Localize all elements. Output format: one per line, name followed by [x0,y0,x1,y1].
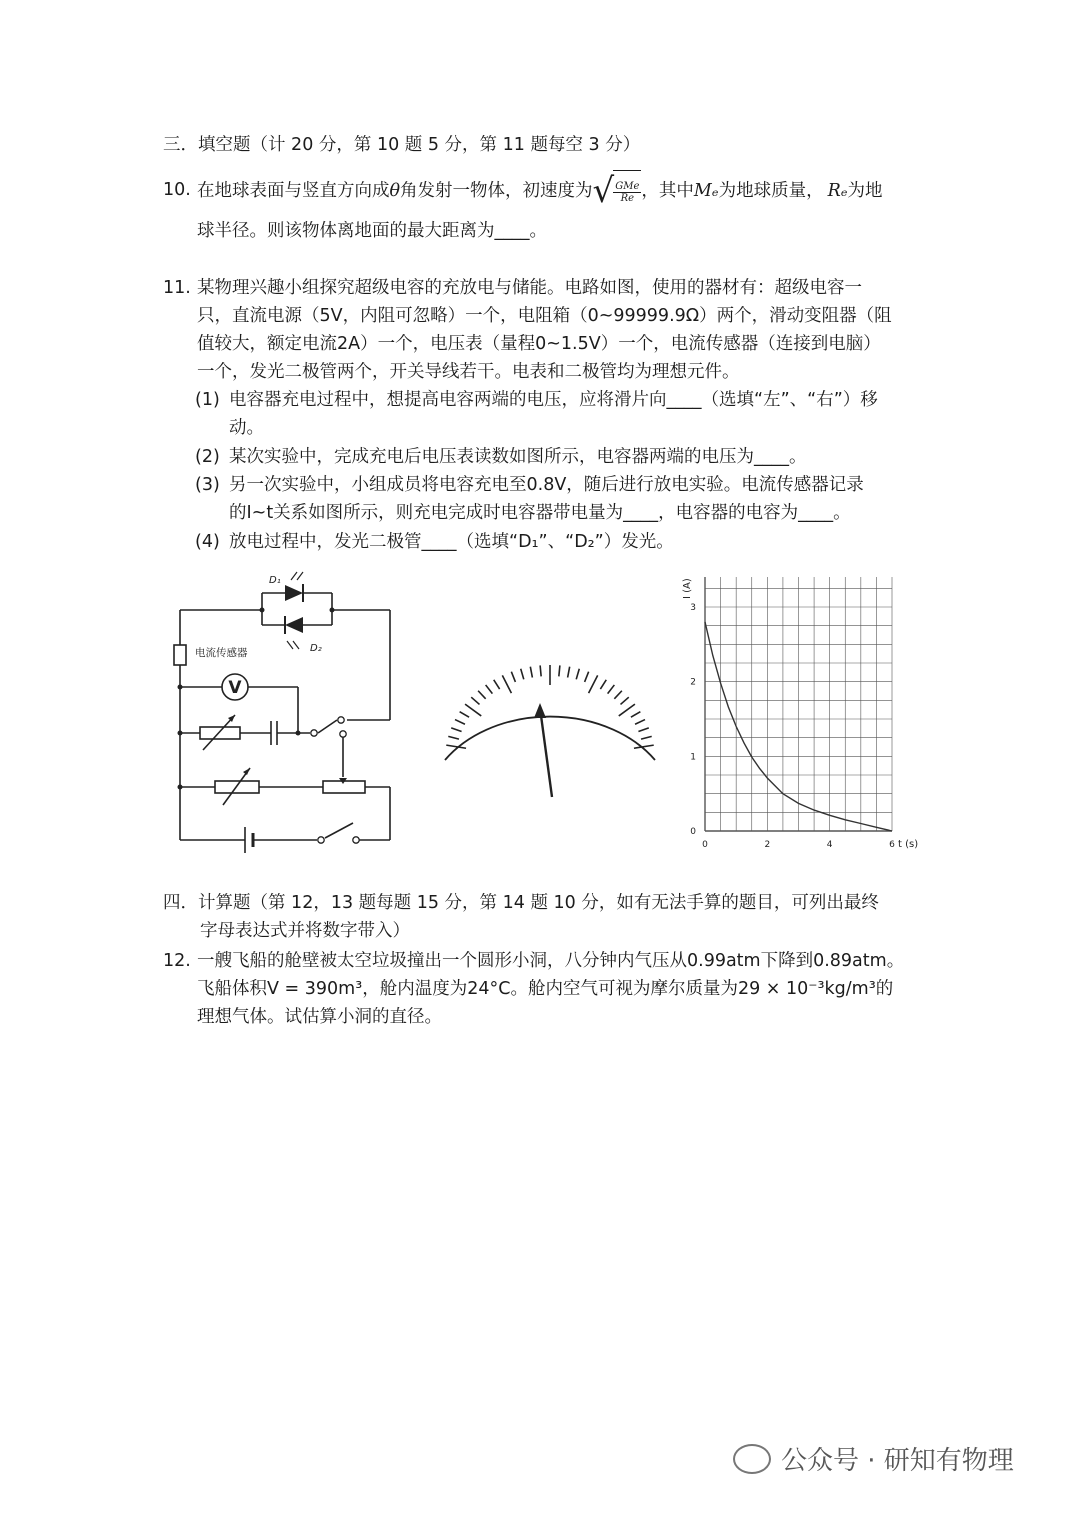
d1-label: D₁ [269,575,281,586]
dial-tick [448,736,459,739]
dial-tick [455,720,465,725]
dial-tick [540,665,541,676]
dial-needle [540,708,552,797]
dial-tick [635,720,645,725]
dial-tick [460,712,469,718]
x-tick-label: 2 [764,840,771,850]
section4-heading-line2: 字母表达式并将数字带入） [200,921,410,941]
diode-d1-icon [285,585,303,601]
q11-line-3: 值较大，额定电流2A）一个，电压表（量程0~1.5V）一个，电流传感器（连接到电脑） [197,334,881,354]
q10-text-c: ，其中 [641,181,694,201]
current-time-chart [670,565,932,860]
light-emission-icon [287,572,303,649]
q11-sub1-line1: 电容器充电过程中，想提高电容两端的电压，应将滑片向____（选填“左”、“右”）移 [229,390,878,410]
resistor-box-1 [200,727,240,739]
q10-text-b: 角发射一物体，初速度为 [400,181,593,201]
q10-frac-numerator: GMe [615,181,640,192]
q12-line3: 理想气体。试估算小洞的直径。 [197,1007,442,1027]
q11-line-4: 一个，发光二极管两个，开关导线若干。电表和二极管均为理想元件。 [197,362,740,382]
q12-number: 12. [163,951,191,971]
chart-y-axis-label: I (A) [682,578,693,599]
dial-tick [631,712,640,718]
diode-d2-icon [285,617,303,633]
section4-heading-line1: 四．计算题（第 12，13 题每题 15 分，第 14 题 10 分，如有无法手算的题目，可列出最终 [163,893,879,913]
slide-rheostat [323,781,365,793]
x-tick-label: 6 [889,840,895,850]
q12-line1: 一艘飞船的舱壁被太空垃圾撞出一个圆形小洞，八分钟内气压从0.99atm下降到0.89atm。 [197,951,905,971]
y-tick-label: 3 [690,603,696,613]
dial-tick [530,667,532,678]
q11-line-1: 某物理兴趣小组探究超级电容的充放电与储能。电路如图，使用的器材有：超级电容一 [197,278,862,298]
q10-frac-denominator: Re [620,193,635,204]
dial-tick [568,667,570,678]
voltmeter-label: V [228,678,242,698]
q11-sub1-line2: 动。 [229,418,264,438]
voltmeter-dial [430,660,670,810]
q10-text-e: 为地 [847,181,883,201]
dial-tick [478,691,486,699]
dial-tick [486,685,493,694]
x-tick-label: 4 [826,840,833,850]
main-switch-blade [325,823,353,838]
dial-tick [638,728,648,732]
dial-tick [585,672,589,682]
section3-heading: 三．填空题（计 20 分，第 10 题 5 分，第 11 题每空 3 分） [163,135,641,155]
q12-line2: 飞船体积V = 390m³，舱内温度为24°C。舱内空气可视为摩尔质量为29 × 10⁻³kg/m³的 [197,979,894,999]
dial-tick [511,672,515,682]
d2-label: D₂ [310,643,322,654]
dial-tick [589,675,598,693]
needle-arrow-icon [534,703,546,718]
wechat-icon [733,1444,771,1474]
dial-tick [502,675,511,693]
y-tick-label: 1 [690,752,696,763]
dial-tick [621,697,629,704]
watermark [733,1440,1014,1477]
q11-number: 11. [163,278,191,298]
q11-sub3-number: (3) [195,475,220,495]
y-tick-label: 0 [690,827,696,837]
y-tick-label: 2 [690,677,696,688]
q10-text-a: 在地球表面与竖直方向成 [197,181,390,201]
q10-me: Mₑ [693,181,719,201]
dial-tick [494,680,500,689]
x-tick-label: 0 [702,840,708,850]
sp-switch-blade [318,720,337,733]
q11-sub2: 某次实验中，完成充电后电压表读数如图所示，电容器两端的电压为____。 [229,447,807,467]
q10-sqrt-expression: √ $\frac{\text{GMe}}{Re}$ [592,171,640,211]
q11-line-2: 只，直流电源（5V，内阻可忽略）一个，电阻箱（0~99999.9Ω）两个，滑动变阻器（阻 [197,306,892,326]
dial-tick [465,704,481,716]
dial-ticks [446,665,653,748]
q11-sub3-line2: 的I~t关系如图所示，则充电完成时电容器带电量为____，电容器的电容为____。 [229,503,851,523]
q11-sub1-number: (1) [195,390,220,410]
current-sensor-box [174,645,186,665]
chart-grid [705,577,892,831]
q11-sub4-number: (4) [195,532,220,552]
dial-tick [619,704,635,716]
dial-tick [451,728,461,732]
q11-sub2-number: (2) [195,447,220,467]
dial-tick [608,685,615,694]
dial-tick [471,697,479,704]
dial-tick [614,691,622,699]
dial-tick [576,669,579,680]
q10-line1 [197,170,883,212]
current-sensor-label: 电流传感器 [195,647,248,659]
q10-line2: 球半径。则该物体离地面的最大距离为____。 [197,221,547,241]
dial-tick [521,669,524,680]
q10-re: Rₑ [827,181,848,201]
watermark-text: 公众号 · 研知有物理 [781,1446,1014,1476]
dial-tick [641,736,652,739]
q10-text-d: 为地球质量， [718,181,824,201]
q10-number: 10. [163,180,191,200]
chart-x-axis-label: t (s) [898,839,919,850]
circuit-diagram [165,565,405,865]
dial-arc [445,717,655,760]
dial-tick [600,680,606,689]
q10-theta: θ [389,181,401,201]
q11-sub3-line1: 另一次实验中，小组成员将电容充电至0.8V，随后进行放电实验。电流传感器记录 [229,475,864,495]
q11-sub4: 放电过程中，发光二极管____（选填“D₁”、“D₂”）发光。 [229,532,674,552]
dial-tick [559,665,560,676]
